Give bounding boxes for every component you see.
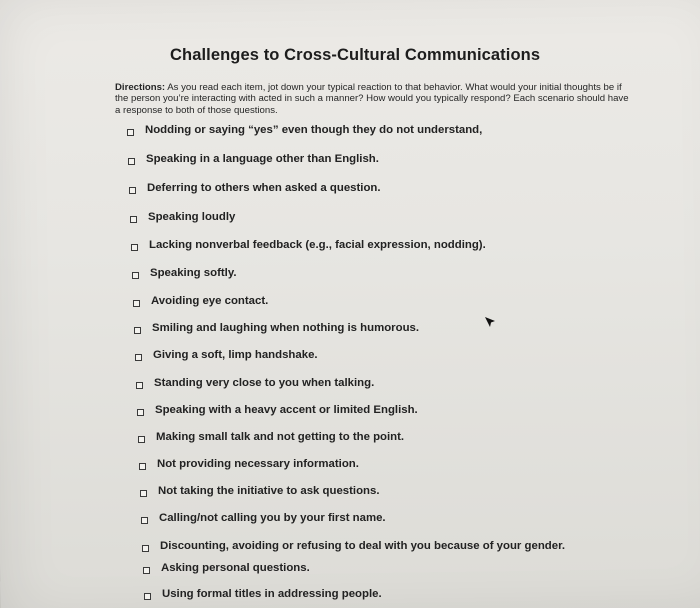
checkbox-icon: [143, 567, 150, 574]
checklist-item: [162, 588, 382, 600]
checkbox-icon: [138, 436, 145, 443]
checklist-item: [156, 431, 404, 443]
checklist-item-text: Lacking nonverbal feedback (e.g., facial expression, nodding).: [149, 239, 486, 251]
checkbox-icon: [139, 463, 146, 470]
checklist-item: [155, 404, 418, 416]
checklist-item: [149, 239, 486, 251]
checklist-item-text: Asking personal questions.: [161, 562, 310, 574]
checkbox-icon: [128, 158, 135, 165]
checklist-item-text: Nodding or saying “yes” even though they do not understand,: [145, 124, 483, 136]
checklist-item-text: Discounting, avoiding or refusing to deal with you because of your gender.: [160, 540, 566, 552]
checklist-item: [146, 153, 379, 165]
checklist-item-text: Speaking loudly: [148, 211, 236, 223]
checklist-item-text: Not taking the initiative to ask questions.: [158, 485, 380, 497]
checklist-item-text: Giving a soft, limp handshake.: [153, 349, 318, 361]
checkbox-icon: [140, 490, 147, 497]
checkbox-icon: [132, 272, 139, 279]
checkbox-icon: [144, 593, 151, 600]
checklist-item: [148, 211, 235, 223]
checklist-item-text: Making small talk and not getting to the point.: [156, 431, 405, 443]
page-title: Challenges to Cross-Cultural Communications: [170, 46, 541, 64]
checkbox-icon: [141, 517, 148, 524]
mouse-pointer-icon: [484, 316, 496, 328]
directions-lead: Directions:: [115, 82, 166, 93]
checklist-item-text: Standing very close to you when talking.: [154, 377, 375, 389]
checklist-item-text: Deferring to others when asked a question.: [147, 182, 381, 194]
checklist-item-text: Avoiding eye contact.: [151, 295, 269, 307]
checklist-item-text: Not providing necessary information.: [157, 458, 359, 470]
checklist-item-text: Calling/not calling you by your first name.: [159, 512, 386, 524]
checklist-item: [147, 182, 381, 194]
checklist-item-text: Speaking softly.: [150, 267, 237, 279]
checkbox-icon: [133, 300, 140, 307]
checklist-item-text: Speaking in a language other than English.: [146, 153, 379, 165]
checkbox-icon: [127, 129, 134, 136]
checkbox-icon: [134, 327, 141, 334]
checklist-item: [159, 512, 386, 524]
checklist-item-text: Using formal titles in addressing people.: [162, 588, 382, 600]
checklist-item-text: Speaking with a heavy accent or limited English.: [155, 404, 418, 416]
checklist-item: [153, 349, 318, 361]
checklist-item: [145, 124, 482, 136]
checkbox-icon: [137, 409, 144, 416]
checkbox-icon: [135, 354, 142, 361]
checkbox-icon: [136, 382, 143, 389]
checklist-item: [151, 295, 268, 307]
directions-paragraph: [115, 82, 635, 116]
checkbox-icon: [130, 216, 137, 223]
directions-body: As you read each item, jot down your typical reaction to that behavior. What would your initial thoughts be if the person you’re interacting with acted in such a manner? How would you typically respond? Each scenario should have a response to both of those questions.: [115, 82, 629, 116]
checklist-item: [160, 540, 565, 552]
checklist-item: [158, 485, 380, 497]
checklist-item: [157, 458, 359, 470]
checkbox-icon: [129, 187, 136, 194]
checkbox-icon: [142, 545, 149, 552]
checkbox-icon: [131, 244, 138, 251]
checklist-item: [161, 562, 310, 574]
checklist-item-text: Smiling and laughing when nothing is humorous.: [152, 322, 420, 334]
checklist-item: [154, 377, 374, 389]
checklist-item: [150, 267, 237, 279]
checklist-item: [152, 322, 419, 334]
